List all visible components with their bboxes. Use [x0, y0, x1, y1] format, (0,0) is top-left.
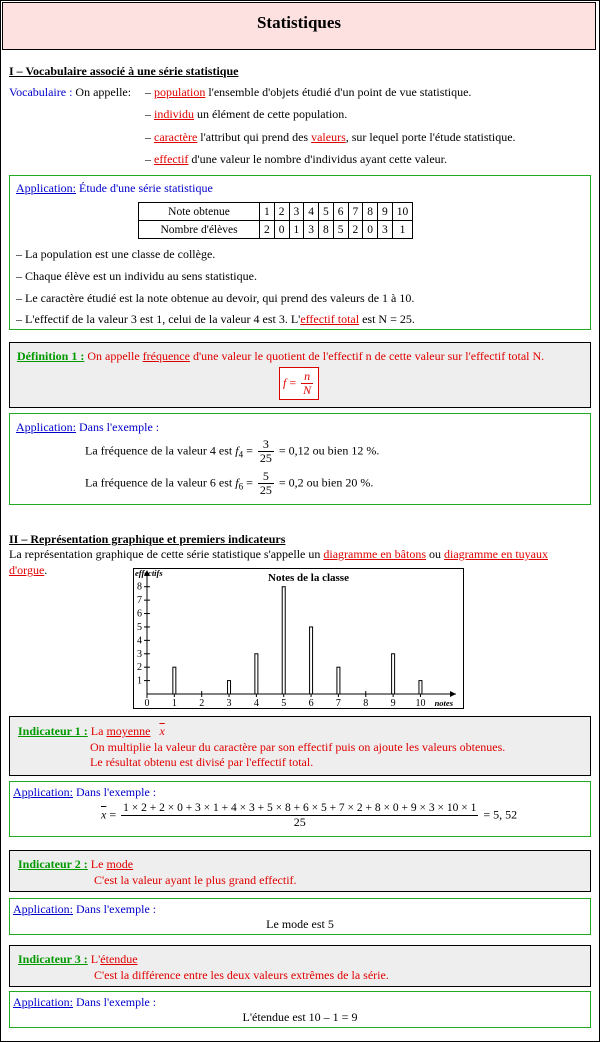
app1-header: [16, 181, 213, 196]
x-tick-label: 0: [144, 698, 150, 709]
y-tick-label: 6: [137, 608, 142, 620]
chart-bar: [392, 654, 395, 694]
app1-bullet: – Chaque élève est un individu au sens statistique.: [16, 269, 257, 283]
vocab-intro: On appelle:: [75, 85, 132, 99]
freq-res: = 0,12: [278, 443, 310, 458]
def-population-text: l'ensemble d'objets étudié d'un point de vue statistique.: [208, 85, 472, 99]
table-cell: 1: [260, 203, 275, 221]
application-box-2: [9, 413, 591, 505]
term-effectif-total: effectif total: [300, 312, 360, 326]
freq-num: 5: [258, 470, 274, 484]
bullet-text: La population est une classe de collège.: [25, 247, 216, 261]
table-cell: 8: [319, 221, 334, 239]
definition-box-1: [9, 342, 591, 408]
formula-num: n: [301, 370, 313, 384]
term-diagramme-batons: diagramme en bâtons: [323, 547, 427, 561]
x-tick-label: 4: [253, 698, 259, 709]
app3-header: [13, 785, 156, 800]
application-box-4: [9, 898, 591, 935]
ind1-line: [18, 724, 165, 739]
term-diagramme-tuyaux: diagramme en tuyaux: [444, 547, 548, 561]
freq-eq: =: [246, 475, 253, 490]
ind1-line-3: Le résultat obtenu est divisé par l'effectif total.: [90, 755, 314, 769]
section2-heading: II – Représentation graphique et premiers indicateurs: [9, 532, 286, 546]
app2-intro: Dans l'exemple :: [79, 420, 160, 434]
freq-var: f: [235, 475, 239, 490]
section2-line-2: [9, 563, 47, 578]
chart-frame: [134, 569, 464, 709]
bullet-text: est N = 25.: [362, 312, 415, 326]
section2-text-c: .: [44, 563, 48, 577]
table-cell: 9: [378, 203, 393, 221]
x-tick-label: 6: [308, 698, 314, 709]
def-caractere-text-b: , sur lequel porte l'étude statistique.: [345, 130, 516, 144]
def1-text-a: On appelle: [87, 349, 140, 363]
mode-result: Le mode est 5: [266, 917, 334, 931]
freq-den: 25: [259, 451, 272, 465]
indicator-box-2: [9, 850, 591, 892]
chart-bar: [282, 587, 285, 694]
row-label: Nombre d'élèves: [139, 221, 260, 239]
chart-bar: [255, 654, 258, 694]
table-cell: 2: [260, 221, 275, 239]
freq-res: = 0,2: [278, 475, 304, 490]
y-tick-label: 5: [137, 621, 142, 633]
chart-title: Notes de la classe: [268, 572, 349, 584]
ind2-text-a: Le: [90, 857, 104, 871]
table-cell: 3: [304, 221, 319, 239]
freq-sub: 6: [238, 481, 244, 492]
x-axis-label: notes: [434, 698, 453, 708]
table-cell: 2: [274, 203, 289, 221]
bar-chart: [133, 568, 464, 709]
section2-text-a: La représentation graphique de cette série statistique s'appelle un: [9, 547, 321, 561]
section2-text-b: ou: [429, 547, 442, 561]
formula-den: N: [303, 383, 312, 397]
freq-var: f: [235, 443, 239, 458]
table-cell: 1: [392, 221, 413, 239]
y-tick-label: 4: [137, 635, 142, 647]
x-tick-label: 3: [226, 698, 232, 709]
term-frequence: fréquence: [142, 349, 190, 363]
formula-f: f: [283, 375, 287, 390]
chart-bar: [310, 627, 313, 694]
mean-num: 1 × 2 + 2 × 0 + 3 × 1 + 4 × 3 + 5 × 8 + 6 × 5 + 7 × 2 + 8 × 0 + 9 × 3 × 10 × 1: [123, 802, 477, 814]
mean-symbol: $\overline{x}$: [101, 807, 107, 822]
def-caractere-text-a: l'attribut qui prend des: [200, 130, 309, 144]
notes-table: [138, 202, 413, 239]
application-box-5: [9, 991, 591, 1028]
y-tick-label: 3: [137, 648, 142, 660]
x-tick-label: 7: [335, 698, 341, 709]
formula-eq: =: [289, 375, 297, 390]
bullet-text: Chaque élève est un individu au sens statistique.: [25, 269, 257, 283]
term-caractere: caractère: [154, 130, 198, 144]
y-tick-label: 2: [137, 662, 142, 674]
table-cell: 1: [289, 221, 304, 239]
ind2-line-2: C'est la valeur ayant le plus grand effectif.: [94, 873, 297, 887]
app1-label: Application:: [16, 181, 76, 195]
bullet-text: L'effectif de la valeur 3 est 1, celui de la valeur 4 est 3. L': [25, 312, 301, 326]
x-tick-label: 2: [199, 698, 205, 709]
frequency-formula: [279, 367, 319, 400]
table-row: [139, 221, 413, 239]
app1-bullet: – L'effectif de la valeur 3 est 1, celui de la valeur 4 est 3. L'effectif total est N = 25.: [16, 312, 415, 326]
x-tick-label: 9: [390, 698, 396, 709]
freq-text: La fréquence de la valeur 6 est: [85, 475, 233, 490]
vocab-label: Vocabulaire :: [9, 85, 73, 99]
freq-num: 3: [258, 438, 274, 452]
app3-intro: Dans l'exemple :: [76, 785, 157, 799]
table-cell: 10: [392, 203, 413, 221]
x-tick-label: 5: [281, 698, 287, 709]
table-cell: 2: [348, 221, 363, 239]
app5-intro: Dans l'exemple :: [76, 995, 157, 1009]
def-individu: – individu un élément de cette population.: [145, 107, 348, 121]
etendue-result: L'étendue est 10 – 1 = 9: [242, 1010, 358, 1024]
def-individu-text: un élément de cette population.: [197, 107, 348, 121]
vocab-line-1: [9, 85, 131, 100]
def-effectif-text: d'une valeur le nombre d'individus ayant cette valeur.: [191, 152, 447, 166]
mean-eq: =: [109, 807, 117, 822]
ind3-text-a: L': [90, 952, 101, 966]
mean-res: = 5, 52: [483, 807, 518, 822]
application-box-1: [9, 175, 591, 330]
term-moyenne: moyenne: [106, 724, 151, 738]
table-cell: 0: [274, 221, 289, 239]
table-cell: 7: [348, 203, 363, 221]
section1-heading: I – Vocabulaire associé à une série statistique: [9, 64, 239, 78]
table-cell: 8: [363, 203, 378, 221]
x-tick-label: 8: [363, 698, 369, 709]
section2-line-1: [9, 547, 548, 562]
app4-intro: Dans l'exemple :: [76, 902, 157, 916]
app1-bullet: – Le caractère étudié est la note obtenue au devoir, qui prend des valeurs de 1 à 10.: [16, 291, 415, 305]
def1-text-b: d'une valeur le quotient de l'effectif n de cette valeur sur l'effectif total N.: [192, 349, 545, 363]
app4-label: Application:: [13, 902, 73, 916]
app5-header: [13, 995, 156, 1010]
def1-label: Définition 1 :: [17, 349, 85, 363]
app2-header: [16, 420, 159, 435]
app4-header: [13, 902, 156, 917]
term-effectif: effectif: [154, 152, 189, 166]
def1-line: [17, 349, 544, 364]
frequency-line-6: [85, 470, 373, 497]
term-mode: mode: [106, 857, 134, 871]
def-effectif: – effectif d'une valeur le nombre d'individus ayant cette valeur.: [145, 152, 447, 166]
ind2-line: [18, 857, 133, 872]
table-cell: 5: [333, 221, 348, 239]
table-cell: 5: [319, 203, 334, 221]
chart-bar: [419, 681, 422, 694]
chart-bar: [173, 667, 176, 694]
table-row: [139, 203, 413, 221]
app1-title: Étude d'une série statistique: [79, 181, 213, 195]
ind1-line-2: On multiplie la valeur du caractère par son effectif puis on ajoute les valeurs obtenues.: [90, 740, 506, 754]
y-tick-label: 8: [137, 581, 142, 593]
ind3-line-2: C'est la différence entre les deux valeurs extrêmes de la série.: [94, 968, 389, 982]
frequency-line-4: [85, 438, 379, 465]
table-cell: 3: [289, 203, 304, 221]
mean-den: 25: [293, 815, 306, 829]
indicator-box-1: [9, 716, 591, 776]
table-cell: 4: [304, 203, 319, 221]
application-box-3: [9, 781, 591, 837]
def-caractere: – caractère l'attribut qui prend des valeurs, sur lequel porte l'étude statistique.: [145, 130, 516, 144]
freq-den: 25: [259, 483, 272, 497]
freq-tail: ou bien 20 %.: [306, 475, 374, 490]
x-tick-label: 10: [415, 698, 426, 709]
term-individu: individu: [154, 107, 195, 121]
bullet-text: Le caractère étudié est la note obtenue au devoir, qui prend des valeurs de 1 à 10.: [25, 291, 415, 305]
freq-text: La fréquence de la valeur 4 est: [85, 443, 233, 458]
x-tick-label: 1: [171, 698, 177, 709]
y-tick-label: 1: [137, 675, 142, 687]
table-cell: 0: [363, 221, 378, 239]
term-valeurs: valeurs: [311, 130, 346, 144]
table-cell: 6: [333, 203, 348, 221]
mean-symbol: $\overline{x}$: [159, 724, 165, 738]
y-tick-label: 7: [137, 595, 142, 607]
page-title: Statistiques: [2, 2, 596, 50]
freq-eq: =: [246, 443, 253, 458]
ind1-label: Indicateur 1 :: [18, 724, 88, 738]
ind1-text-a: La: [90, 724, 104, 738]
chart-bar: [228, 681, 231, 694]
def-population: – population l'ensemble d'objets étudié d'un point de vue statistique.: [145, 85, 472, 99]
app2-label: Application:: [16, 420, 76, 434]
y-axis-label: effectifs: [135, 568, 163, 578]
row-label: Note obtenue: [139, 203, 260, 221]
app1-bullet: – La population est une classe de collège.: [16, 247, 216, 261]
ind3-line: [18, 952, 138, 967]
app3-label: Application:: [13, 785, 73, 799]
ind2-label: Indicateur 2 :: [18, 857, 88, 871]
term-etendue: étendue: [100, 952, 138, 966]
term-orgue: d'orgue: [9, 563, 45, 577]
chart-bar: [337, 667, 340, 694]
indicator-box-3: [9, 945, 591, 987]
term-population: population: [154, 85, 206, 99]
freq-sub: 4: [238, 449, 244, 460]
ind3-label: Indicateur 3 :: [18, 952, 88, 966]
mean-formula: [101, 802, 517, 829]
freq-tail: ou bien 12 %.: [312, 443, 380, 458]
app5-label: Application:: [13, 995, 73, 1009]
table-cell: 3: [378, 221, 393, 239]
